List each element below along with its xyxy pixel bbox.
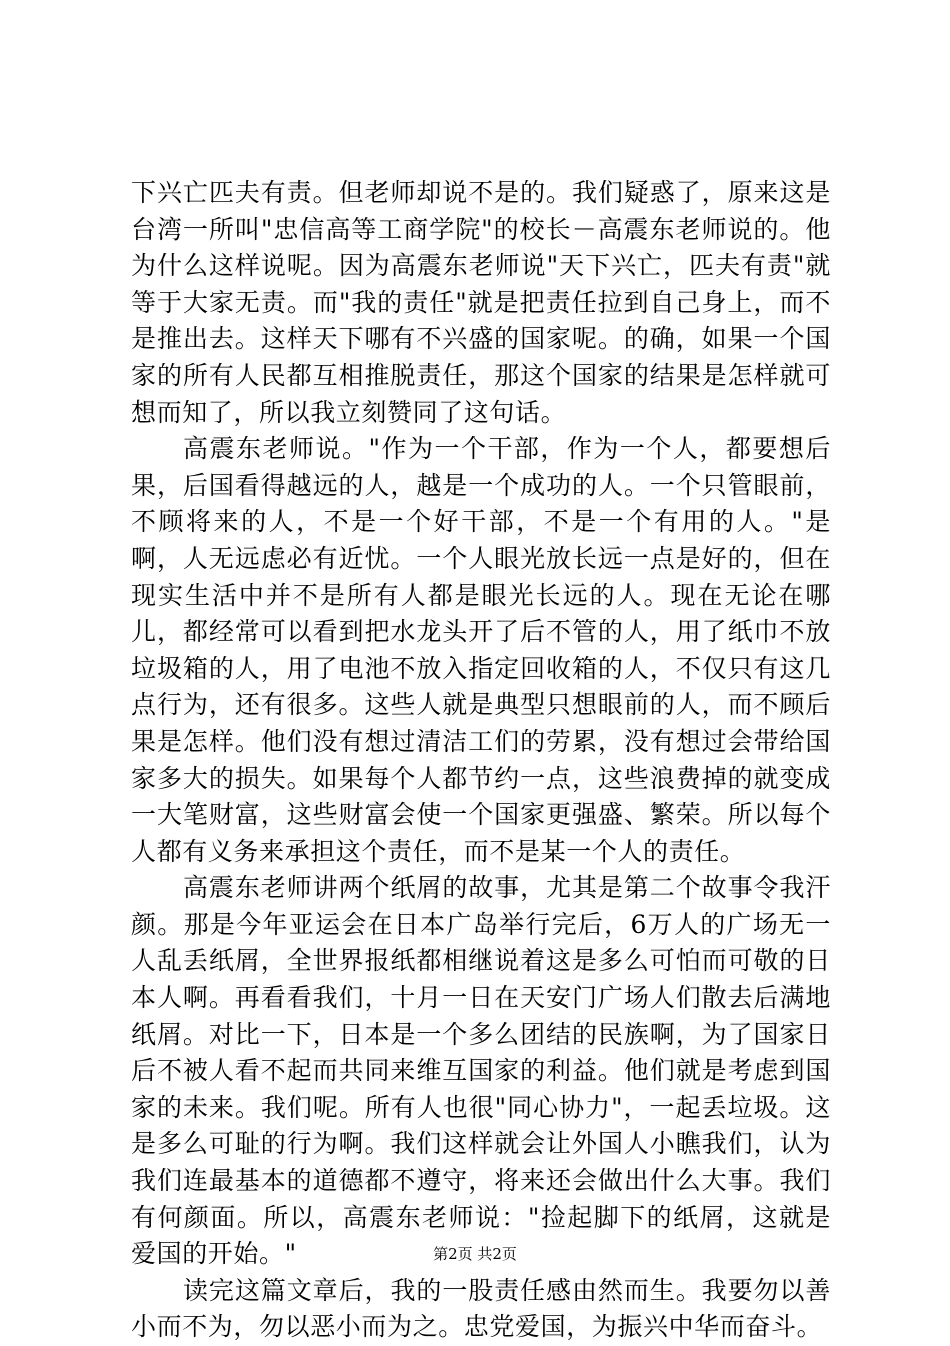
paragraph-4: 读完这篇文章后，我的一股责任感由然而生。我要勿以善小而不为，勿以恶小而为之。忠党爱国，为振兴中华而奋斗。 bbox=[131, 1275, 831, 1342]
paragraph-3: 高震东老师讲两个纸屑的故事，尤其是第二个故事令我汗颜。那是今年亚运会在日本广岛举行完后，6万人的广场无一人乱丢纸屑，全世界报纸都相继说着这是多么可怕而可敬的日本人啊。再看看我们，十月一日在天安门广场人们散去后满地纸屑。对比一下，日本是一个多么团结的民族啊，为了国家日后不被人看不起而共同来维互国家的利益。他们就是考虑到国家的未来。我们呢。所有人也很"同心协力"，一起丢垃圾。这是多么可耻的行为啊。我们这样就会让外国人小瞧我们，认为我们连最基本的道德都不遵守，将来还会做出什么大事。我们有何颜面。所以，高震东老师说："捡起脚下的纸屑，这就是爱国的开始。" bbox=[131, 873, 831, 1269]
document-body bbox=[131, 175, 831, 1346]
paragraph-2: 高震东老师说。"作为一个干部，作为一个人，都要想后果，后国看得越远的人，越是一个成功的人。一个只管眼前，不顾将来的人，不是一个好干部，不是一个有用的人。"是啊，人无远虑必有近忧。一个人眼光放长远一点是好的，但在现实生活中并不是所有人都是眼光长远的人。现在无论在哪儿，都经常可以看到把水龙头开了后不管的人，用了纸巾不放垃圾箱的人，用了电池不放入指定回收箱的人，不仅只有这几点行为，还有很多。这些人就是典型只想眼前的人，而不顾后果是怎样。他们没有想过清洁工们的劳累，没有想过会带给国家多大的损失。如果每个人都节约一点，这些浪费掉的就变成一大笔财富，这些财富会使一个国家更强盛、繁荣。所以每个人都有义务来承担这个责任，而不是某一个人的责任。 bbox=[131, 434, 831, 866]
page-footer: 第2页 共2页 bbox=[433, 1245, 517, 1263]
paragraph-1: 下兴亡匹夫有责。但老师却说不是的。我们疑惑了，原来这是台湾一所叫"忠信高等工商学院"的校长－高震东老师说的。他为什么这样说呢。因为高震东老师说"天下兴亡，匹夫有责"就等于大家无责。而"我的责任"就是把责任拉到自己身上，而不是推出去。这样天下哪有不兴盛的国家呢。的确，如果一个国家的所有人民都互相推脱责任，那这个国家的结果是怎样就可想而知了，所以我立刻赞同了这句话。 bbox=[131, 178, 831, 427]
